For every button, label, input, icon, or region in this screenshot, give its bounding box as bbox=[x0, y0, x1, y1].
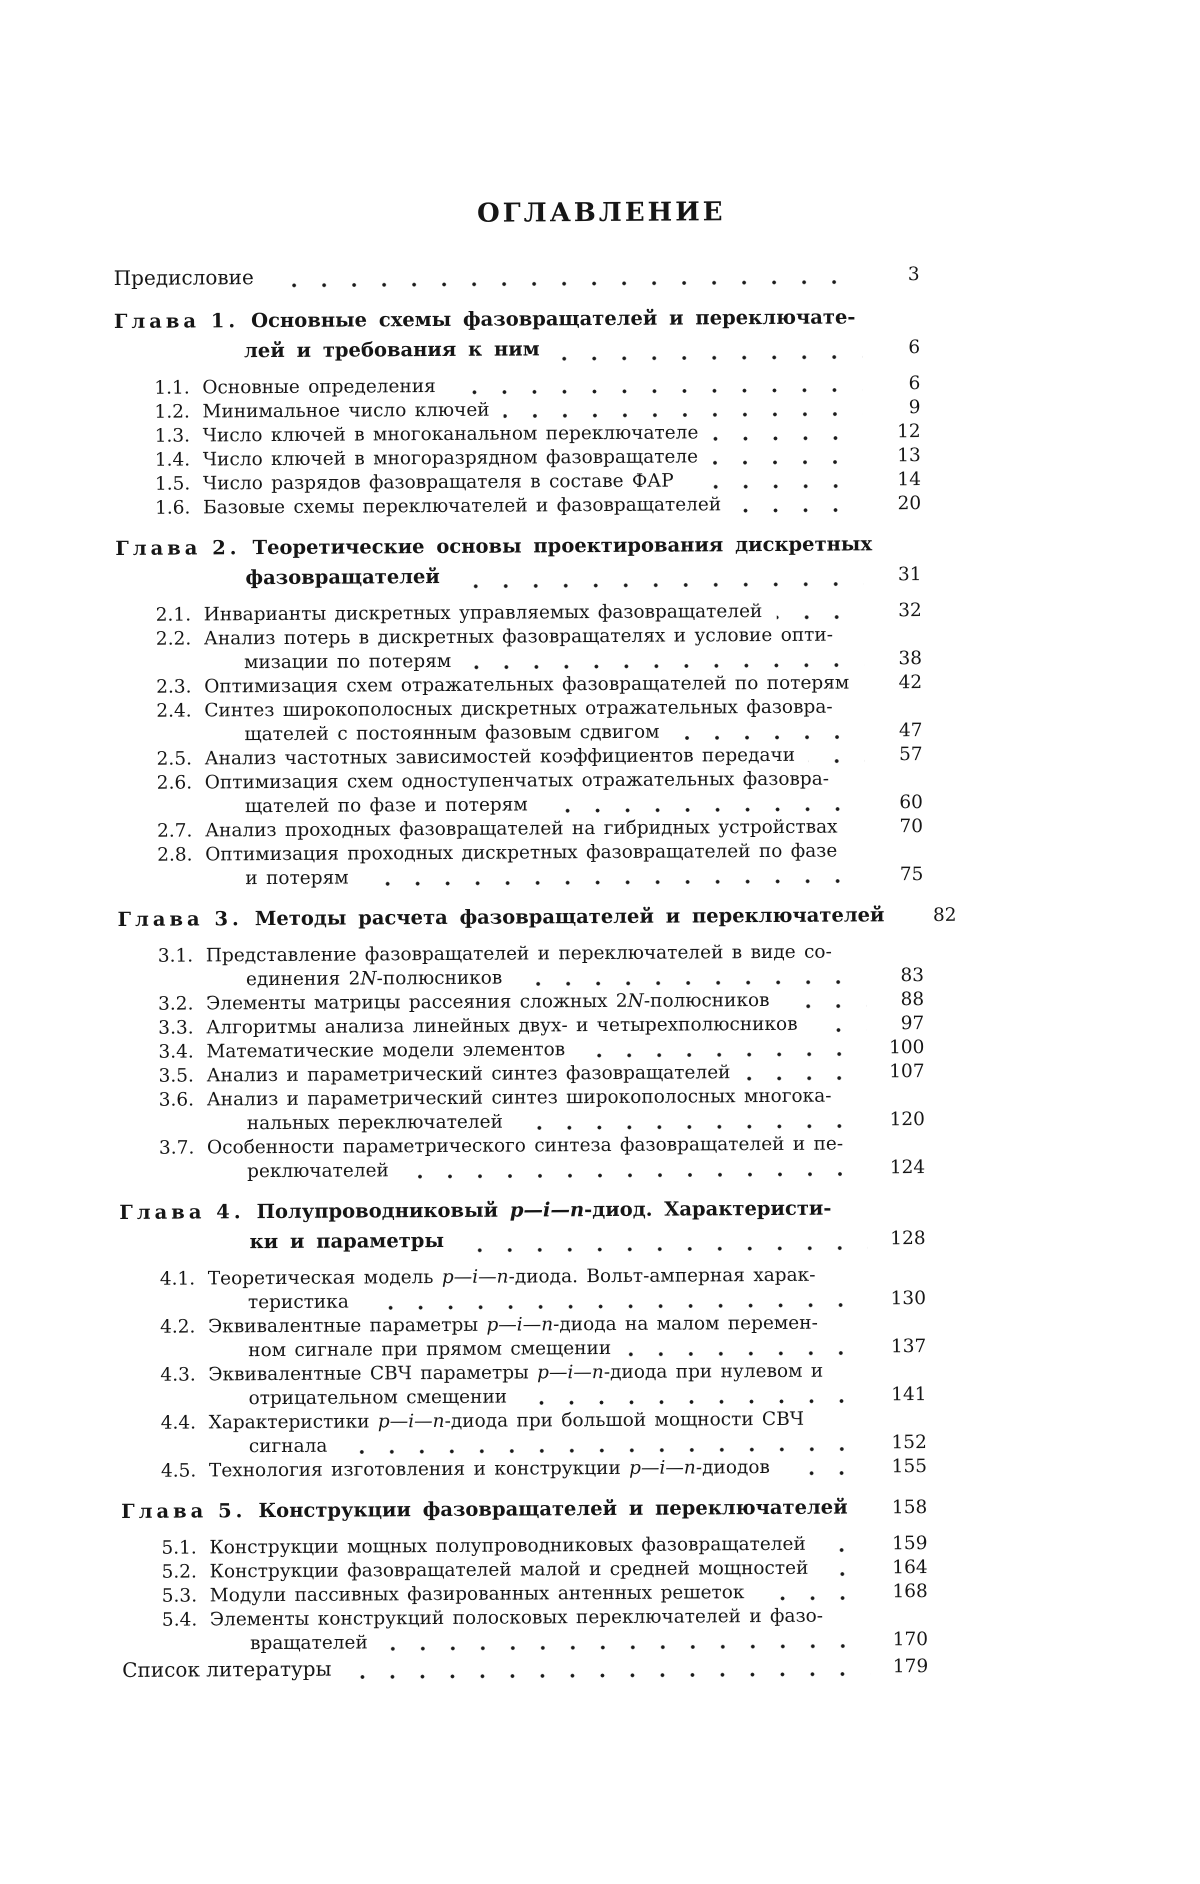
page-number: 42 bbox=[874, 671, 922, 695]
section-number: 4.5. bbox=[161, 1459, 209, 1483]
entry-text bbox=[206, 1038, 565, 1064]
entry-text-plain: Анализ и параметрический синтез широкополосных многока- bbox=[207, 1086, 832, 1111]
entry-text-plain: лей и требования к ним bbox=[244, 337, 540, 362]
entry-text-plain: Технология изготовления и конструкции bbox=[209, 1458, 629, 1482]
entry-text bbox=[205, 744, 796, 772]
dot-leader bbox=[382, 1643, 870, 1651]
entry-text-italic: p—i—n bbox=[510, 1198, 584, 1221]
page-number: 141 bbox=[878, 1383, 926, 1407]
page-number: 83 bbox=[876, 964, 924, 988]
entry-text-plain: реключателей bbox=[247, 1160, 389, 1182]
entry-text-plain: Список литературы bbox=[122, 1657, 331, 1682]
page-number: 60 bbox=[875, 791, 923, 815]
entry-text-plain: Оптимизация проходных дискретных фазовращателей по фазе bbox=[205, 841, 837, 866]
entry-text bbox=[252, 529, 872, 563]
page-number: 57 bbox=[875, 743, 923, 767]
section-number: 4.3. bbox=[160, 1363, 208, 1387]
page-number: 97 bbox=[876, 1012, 924, 1036]
entry-text bbox=[244, 721, 659, 748]
dot-leader bbox=[822, 1571, 869, 1576]
entry-text-plain: Полупроводниковый bbox=[257, 1199, 510, 1224]
dot-leader bbox=[712, 459, 863, 465]
entry-text-plain: вращателей bbox=[250, 1632, 368, 1654]
dot-leader bbox=[341, 1446, 868, 1454]
page-number: 164 bbox=[880, 1556, 928, 1580]
chapter-number-label: Глава 5. bbox=[121, 1496, 246, 1527]
section-number: 2.2. bbox=[156, 627, 204, 651]
dot-leader bbox=[579, 1051, 866, 1058]
entry-text-plain: единения 2 bbox=[246, 968, 361, 990]
page-number: 137 bbox=[878, 1335, 926, 1359]
entry-text bbox=[208, 1360, 823, 1388]
entry-text-plain: Теоретические основы проектирования дискретных bbox=[252, 532, 872, 559]
toc-entry-line bbox=[117, 863, 923, 892]
entry-text-plain: Число ключей в многоразрядном фазовращателе bbox=[203, 446, 698, 470]
toc-section-entry bbox=[121, 1407, 927, 1460]
toc-section-entry bbox=[116, 623, 922, 676]
entry-text-italic: p—i—n bbox=[442, 1267, 509, 1288]
page-number: 128 bbox=[877, 1224, 925, 1254]
dot-leader bbox=[454, 581, 864, 589]
dot-leader bbox=[862, 1514, 870, 1519]
toc-entry-line bbox=[122, 1604, 928, 1633]
entry-text-plain: Представление фазовращателей и переключателей в виде со- bbox=[206, 942, 832, 967]
entry-text bbox=[206, 941, 832, 969]
page-number: 9 bbox=[872, 396, 920, 420]
dot-leader bbox=[363, 878, 866, 886]
toc-entry-line bbox=[119, 1223, 925, 1259]
toc-entry-line bbox=[121, 1492, 927, 1528]
entry-text-plain: Основные схемы фазовращателей и переключате- bbox=[251, 305, 855, 332]
section-number: 5.3. bbox=[162, 1584, 210, 1608]
page-number: 6 bbox=[872, 333, 920, 363]
chapter-number-label: Глава 1. bbox=[114, 306, 239, 337]
dot-leader bbox=[403, 1171, 867, 1179]
entry-text-plain: Основные определения bbox=[202, 376, 436, 398]
toc-section-entry bbox=[115, 492, 921, 521]
page-number: 152 bbox=[879, 1431, 927, 1455]
dot-leader bbox=[268, 279, 862, 288]
toc-entry-line bbox=[114, 302, 920, 337]
entry-text bbox=[208, 1312, 818, 1340]
dot-leader bbox=[812, 1027, 867, 1032]
entry-text-plain: Число ключей в многоканальном переключателе bbox=[203, 422, 699, 446]
toc-section-entry bbox=[119, 1084, 925, 1137]
entry-text-plain: ном сигнале при прямом смещении bbox=[248, 1338, 611, 1361]
section-number: 2.6. bbox=[157, 771, 205, 795]
entry-text bbox=[258, 1493, 847, 1527]
toc-entry-line bbox=[114, 332, 920, 368]
entry-text-plain: -полюсников bbox=[377, 968, 503, 990]
toc-top-entry bbox=[114, 260, 920, 293]
entry-text bbox=[256, 1194, 831, 1228]
page-number: 159 bbox=[879, 1532, 927, 1556]
entry-text-plain: Эквивалентные параметры bbox=[208, 1315, 486, 1338]
chapter-number-label: Глава 4. bbox=[119, 1197, 244, 1228]
entry-text-plain: Анализ частотных зависимостей коэффициентов передачи bbox=[205, 745, 796, 770]
section-number: 3.1. bbox=[158, 944, 206, 968]
page-number: 13 bbox=[873, 444, 921, 468]
section-number: 1.5. bbox=[155, 472, 203, 496]
toc-entry-line bbox=[116, 623, 922, 652]
toc-chapter-entry bbox=[115, 529, 921, 595]
dot-leader bbox=[363, 1302, 868, 1310]
page-number: 3 bbox=[872, 261, 920, 288]
entry-text-plain: мизации по потерям bbox=[244, 651, 451, 673]
toc-section-entry bbox=[122, 1556, 928, 1585]
entry-text-plain: -диода при нулевом и bbox=[604, 1361, 823, 1383]
toc-entry-line bbox=[115, 492, 921, 521]
entry-text-plain: Минимальное число ключей bbox=[202, 400, 489, 423]
dot-leader bbox=[554, 354, 863, 361]
entry-text bbox=[207, 1085, 832, 1113]
entry-text-plain: ки и параметры bbox=[250, 1229, 445, 1253]
toc-entry-line bbox=[119, 1132, 925, 1161]
page-number: 158 bbox=[879, 1493, 927, 1523]
dot-leader bbox=[852, 830, 866, 835]
entry-text-plain: Теоретическая модель bbox=[208, 1267, 442, 1289]
section-number: 1.2. bbox=[154, 400, 202, 424]
section-number: 2.4. bbox=[156, 699, 204, 723]
page-number: 170 bbox=[880, 1628, 928, 1652]
entry-text bbox=[250, 1631, 368, 1656]
entry-text-italic: N bbox=[628, 991, 644, 1012]
entry-text bbox=[248, 1291, 349, 1316]
page-number: 12 bbox=[873, 420, 921, 444]
entry-text-italic: p—i—n bbox=[378, 1411, 445, 1432]
entry-text bbox=[255, 900, 885, 934]
section-number: 2.8. bbox=[157, 843, 205, 867]
dot-leader bbox=[744, 1075, 866, 1081]
toc-chapter-entry bbox=[118, 900, 924, 936]
section-number: 3.2. bbox=[158, 992, 206, 1016]
entry-text bbox=[205, 840, 837, 868]
dot-leader bbox=[776, 614, 863, 620]
dot-leader bbox=[863, 686, 864, 691]
toc-section-entry bbox=[120, 1311, 926, 1364]
toc-entry-line bbox=[120, 1311, 926, 1340]
section-number: 1.4. bbox=[155, 448, 203, 472]
entry-text bbox=[203, 470, 674, 497]
entry-text bbox=[245, 793, 528, 819]
section-number: 4.4. bbox=[161, 1411, 209, 1435]
section-number: 2.1. bbox=[156, 603, 204, 627]
entry-text bbox=[208, 1264, 816, 1292]
entry-text-plain: Конструкции фазовращателей малой и средней мощностей bbox=[210, 1558, 809, 1583]
page-number: 70 bbox=[875, 815, 923, 839]
entry-text-plain: Методы расчета фазовращателей и переключателей bbox=[255, 903, 885, 930]
toc-section-entry bbox=[117, 839, 923, 892]
entry-text-plain: Оптимизация схем отражательных фазовращателей по потерям bbox=[204, 672, 849, 697]
dot-leader bbox=[517, 1123, 867, 1130]
page-number: 179 bbox=[880, 1653, 928, 1680]
toc-entry-line bbox=[119, 1193, 925, 1228]
dot-leader bbox=[450, 387, 863, 395]
toc-section-entry bbox=[117, 767, 923, 820]
chapter-number-label: Глава 2. bbox=[115, 533, 240, 564]
toc-entry-line bbox=[122, 1556, 928, 1585]
section-number: 3.7. bbox=[159, 1136, 207, 1160]
entry-text-plain: Математические модели элементов bbox=[206, 1039, 565, 1062]
entry-text-plain: -диода. Вольт-амперная харак- bbox=[508, 1265, 815, 1288]
entry-text bbox=[203, 493, 721, 520]
chapter-number-label: Глава 3. bbox=[118, 904, 243, 935]
entry-text bbox=[122, 1656, 331, 1684]
section-number: 3.4. bbox=[158, 1040, 206, 1064]
section-number: 2.3. bbox=[156, 675, 204, 699]
entry-text-plain: Анализ потерь в дискретных фазовращателях и условие опти- bbox=[204, 625, 833, 650]
toc-section-entry bbox=[118, 940, 924, 993]
toc-entry-line bbox=[121, 1455, 927, 1484]
page-number: 168 bbox=[880, 1580, 928, 1604]
page-number: 20 bbox=[873, 492, 921, 516]
toc-entry-line bbox=[116, 695, 922, 724]
toc-entry-line bbox=[115, 529, 921, 564]
entry-text-plain: нальных переключателей bbox=[247, 1112, 503, 1135]
entry-text bbox=[203, 445, 698, 472]
toc-list bbox=[114, 260, 929, 1685]
entry-text bbox=[204, 624, 833, 652]
entry-text-plain: Базовые схемы переключателей и фазовращателей bbox=[203, 494, 721, 518]
page-number: 75 bbox=[875, 863, 923, 887]
entry-text bbox=[206, 1061, 730, 1088]
toc-entry-line bbox=[119, 1084, 925, 1113]
dot-leader bbox=[784, 1003, 867, 1009]
entry-text bbox=[205, 768, 829, 796]
entry-text-plain: Число разрядов фазовращателя в составе ФАР bbox=[203, 471, 674, 495]
entry-text-plain: Конструкции мощных полупроводниковых фазовращателей bbox=[209, 1534, 805, 1559]
toc-chapter-entry bbox=[121, 1492, 927, 1528]
toc-section-entry bbox=[119, 1132, 925, 1185]
entry-text bbox=[245, 867, 348, 892]
entry-text-plain: -полюсников bbox=[644, 990, 770, 1012]
entry-text-plain: щателей с постоянным фазовым сдвигом bbox=[244, 722, 659, 746]
toc-entry-line bbox=[119, 1156, 925, 1185]
toc-chapter-entry bbox=[119, 1193, 925, 1259]
toc-entry-line bbox=[118, 940, 924, 969]
entry-text-plain: Анализ и параметрический синтез фазовращателей bbox=[207, 1062, 731, 1086]
dot-leader bbox=[809, 758, 865, 763]
page-number: 32 bbox=[874, 599, 922, 623]
entry-text bbox=[210, 1605, 823, 1633]
entry-text bbox=[209, 1533, 805, 1561]
dot-leader bbox=[712, 435, 862, 441]
entry-text bbox=[249, 1226, 444, 1257]
dot-leader bbox=[516, 979, 866, 986]
entry-text-plain: Характеристики bbox=[209, 1411, 378, 1433]
page-number: 47 bbox=[874, 719, 922, 743]
dot-leader bbox=[465, 662, 864, 669]
toc-chapter-entry bbox=[114, 302, 920, 368]
section-number: 2.5. bbox=[157, 747, 205, 771]
entry-text-plain: -диода на малом перемен- bbox=[553, 1313, 818, 1336]
toc-entry-line bbox=[117, 767, 923, 796]
entry-text bbox=[251, 302, 855, 336]
page-number: 155 bbox=[879, 1455, 927, 1479]
dot-leader bbox=[521, 1398, 868, 1405]
page-number: 38 bbox=[874, 647, 922, 671]
entry-text-plain: щателей по фазе и потерям bbox=[245, 794, 528, 817]
entry-text-plain: Модули пассивных фазированных антенных решеток bbox=[210, 1582, 745, 1606]
entry-text-plain: Синтез широкополосных дискретных отражательных фазовра- bbox=[204, 697, 832, 722]
entry-text bbox=[207, 1133, 843, 1161]
entry-text bbox=[249, 1435, 328, 1459]
section-number: 3.5. bbox=[158, 1064, 206, 1088]
entry-text bbox=[210, 1557, 809, 1585]
section-number: 5.1. bbox=[161, 1536, 209, 1560]
entry-text bbox=[209, 1456, 770, 1483]
dot-leader bbox=[820, 1547, 870, 1552]
entry-text bbox=[209, 1408, 805, 1436]
entry-text-plain: Конструкции фазовращателей и переключателей bbox=[258, 1496, 847, 1523]
page-number: 100 bbox=[876, 1036, 924, 1060]
toc-section-entry bbox=[122, 1604, 928, 1657]
entry-text bbox=[204, 696, 832, 724]
dot-leader bbox=[625, 1350, 868, 1356]
toc-entry-line bbox=[117, 839, 923, 868]
entry-text bbox=[202, 375, 436, 400]
entry-text bbox=[247, 1111, 503, 1137]
section-number: 3.3. bbox=[158, 1016, 206, 1040]
entry-text bbox=[203, 421, 699, 448]
entry-text-plain: Предисловие bbox=[114, 265, 254, 290]
page-number: 88 bbox=[876, 988, 924, 1012]
entry-text bbox=[248, 1337, 611, 1363]
section-number: 3.6. bbox=[159, 1088, 207, 1112]
section-number: 4.1. bbox=[160, 1267, 208, 1291]
page-number: 130 bbox=[878, 1287, 926, 1311]
entry-text bbox=[248, 1386, 507, 1412]
entry-text-plain: отрицательном смещении bbox=[248, 1387, 507, 1410]
entry-text-plain: фазовращателей bbox=[245, 565, 439, 589]
entry-text-plain: -диод. Характеристи- bbox=[584, 1197, 831, 1222]
toc-entry-line bbox=[122, 1652, 928, 1685]
section-number: 1.3. bbox=[155, 424, 203, 448]
dot-leader bbox=[458, 1245, 868, 1253]
entry-text bbox=[114, 264, 254, 292]
toc-entry-line bbox=[118, 900, 924, 936]
entry-text bbox=[206, 989, 770, 1016]
entry-text-plain: -диода при большой мощности СВЧ bbox=[445, 1409, 805, 1432]
dot-leader bbox=[688, 483, 863, 489]
page-number: 124 bbox=[877, 1156, 925, 1180]
toc-section-entry bbox=[116, 695, 922, 748]
entry-text-italic: p—i—n bbox=[629, 1457, 696, 1478]
section-number: 4.2. bbox=[160, 1315, 208, 1339]
toc-section-entry bbox=[120, 1263, 926, 1316]
dot-leader bbox=[784, 1470, 869, 1476]
entry-text-plain: Оптимизация схем одноступенчатых отражательных фазовра- bbox=[205, 769, 829, 794]
page-number: 107 bbox=[876, 1060, 924, 1084]
dot-leader bbox=[504, 411, 863, 418]
toc-entry-line bbox=[114, 260, 920, 293]
entry-text-plain: Особенности параметрического синтеза фазовращателей и пе- bbox=[207, 1134, 843, 1159]
entry-text bbox=[206, 1013, 797, 1041]
page-title: ОГЛАВЛЕНИЕ bbox=[0, 0, 1200, 232]
toc-entry-line bbox=[120, 1263, 926, 1292]
entry-text bbox=[204, 600, 763, 627]
entry-text-plain: и потерям bbox=[245, 868, 348, 890]
entry-text-plain: Инварианты дискретных управляемых фазовращателей bbox=[204, 601, 763, 625]
entry-text-plain: Алгоритмы анализа линейных двух- и четырехполюсников bbox=[206, 1014, 797, 1039]
dot-leader bbox=[673, 734, 864, 740]
toc-entry-line bbox=[120, 1359, 926, 1388]
entry-text bbox=[246, 967, 502, 993]
entry-text-italic: p—i—n bbox=[486, 1314, 553, 1335]
page-number: 82 bbox=[908, 901, 956, 931]
toc-top-entry bbox=[122, 1652, 928, 1685]
dot-leader bbox=[758, 1595, 869, 1601]
entry-text bbox=[244, 334, 540, 366]
toc-section-entry bbox=[120, 1359, 926, 1412]
entry-text-italic: N bbox=[360, 968, 376, 989]
entry-text-plain: Эквивалентные СВЧ параметры bbox=[208, 1362, 537, 1385]
entry-text-plain: -диодов bbox=[696, 1457, 770, 1478]
dot-leader bbox=[735, 507, 863, 513]
section-number: 5.2. bbox=[162, 1560, 210, 1584]
entry-text-italic: p—i—n bbox=[537, 1362, 604, 1383]
entry-text-plain: сигнала bbox=[249, 1436, 328, 1457]
entry-text-plain: теристика bbox=[248, 1292, 349, 1314]
section-number: 2.7. bbox=[157, 819, 205, 843]
entry-text-plain: Элементы конструкций полосковых переключателей и фазо- bbox=[210, 1606, 823, 1631]
entry-text bbox=[244, 650, 451, 675]
entry-text bbox=[247, 1159, 389, 1184]
entry-text-plain: Анализ проходных фазовращателей на гибридных устройствах bbox=[205, 817, 838, 842]
entry-text bbox=[210, 1581, 745, 1608]
dot-leader bbox=[542, 806, 865, 813]
page-number: 120 bbox=[877, 1108, 925, 1132]
page-number: 6 bbox=[872, 372, 920, 396]
entry-text bbox=[245, 562, 440, 593]
toc-entry-line bbox=[115, 559, 921, 595]
section-number: 5.4. bbox=[162, 1608, 210, 1632]
section-number: 1.1. bbox=[154, 376, 202, 400]
page-number: 31 bbox=[873, 560, 921, 590]
toc-section-entry bbox=[121, 1455, 927, 1484]
dot-leader bbox=[346, 1671, 871, 1679]
page-number: 14 bbox=[873, 468, 921, 492]
entry-text bbox=[202, 399, 489, 425]
section-number: 1.6. bbox=[155, 496, 203, 520]
entry-text-plain: Элементы матрицы рассеяния сложных 2 bbox=[206, 991, 628, 1015]
